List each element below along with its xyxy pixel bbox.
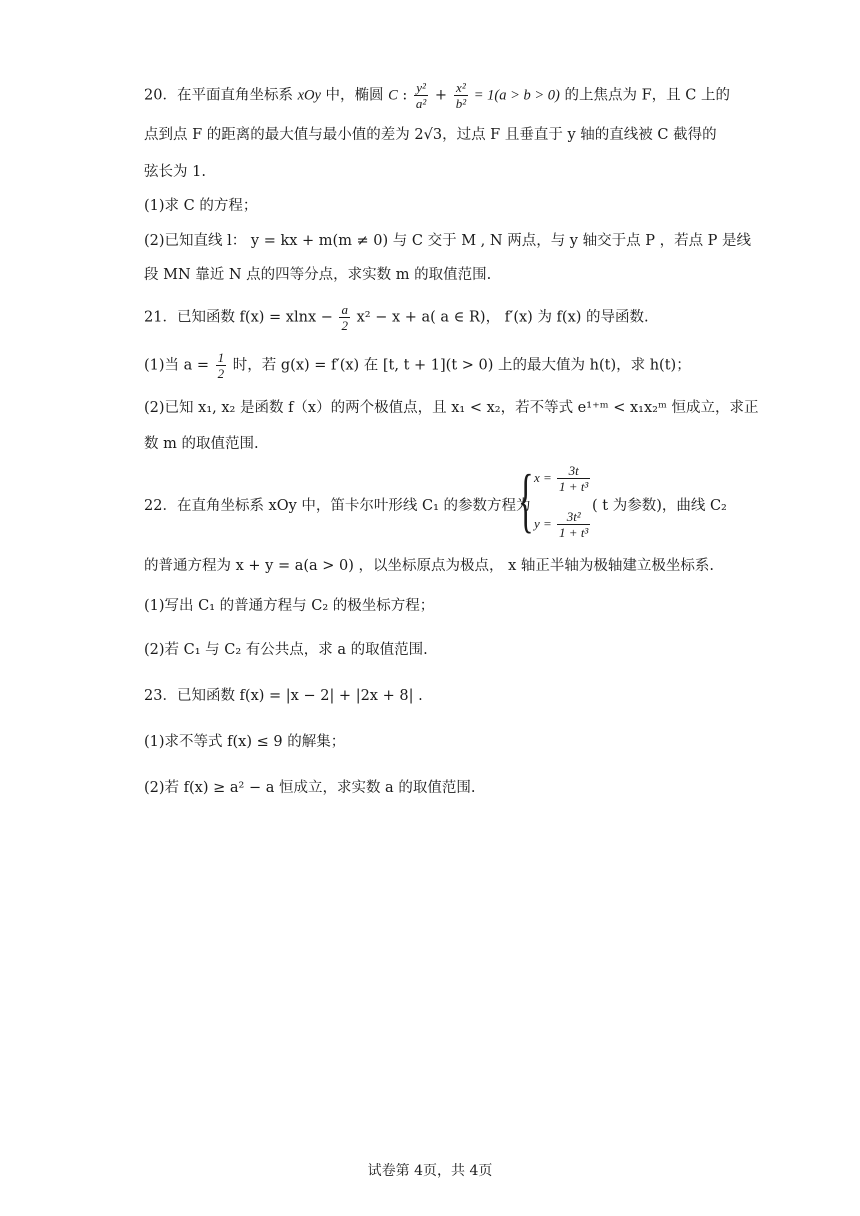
q20-colon: : xyxy=(397,87,412,104)
q22-pre: 22．在直角坐标系 xOy 中，笛卡尔叶形线 C₁ 的参数方程为 xyxy=(144,498,531,514)
q21-part2a: (2)已知 x₁, x₂ 是函数 f（x）的两个极值点，且 x₁ < x₂，若不等式 e¹⁺ᵐ < x₁x₂ᵐ 恒成立，求正 xyxy=(144,400,759,416)
q22-eq1-lhs: x = xyxy=(534,470,556,485)
q21-part1-frac-den: 2 xyxy=(217,366,225,381)
q20-part2b: 段 MN 靠近 N 点的四等分点，求实数 m 的取值范围. xyxy=(144,267,492,283)
q22-eq1-frac xyxy=(557,463,590,494)
page-footer: 试卷第 4页，共 4页 xyxy=(367,1163,493,1179)
q22-line2: 的普通方程为 x + y = a(a > 0) ，以坐标原点为极点， x 轴正半轴为极轴建立极坐标系. xyxy=(144,558,715,574)
q20-intro: 20．在平面直角坐标系 xyxy=(144,87,298,104)
q20-frac-y-num: y² xyxy=(414,80,428,96)
q20-C: C xyxy=(388,87,398,104)
q20-frac-y xyxy=(414,80,428,111)
q21-frac-den: 2 xyxy=(341,318,348,333)
q22-eq1-num: 3t xyxy=(557,463,590,479)
q20-mid: 中，椭圆 xyxy=(320,87,389,104)
q22-eq2-num: 3t² xyxy=(557,509,590,525)
q22-eq2-lhs: y = xyxy=(534,516,556,531)
q23-part2: (2)若 f(x) ≥ a² − a 恒成立，求实数 a 的取值范围. xyxy=(144,780,476,796)
q21-pre: 21．已知函数 f(x) = xlnx − xyxy=(144,309,338,326)
q21-frac xyxy=(339,302,350,333)
q22-eq2-den: 1 + t³ xyxy=(559,525,589,540)
q22-line1 xyxy=(144,496,531,516)
q20-frac-x xyxy=(454,80,468,111)
q22-eq1 xyxy=(534,463,592,494)
q23-line1: 23．已知函数 f(x) = |x − 2| + |2x + 8| . xyxy=(144,688,423,704)
q22-part2: (2)若 C₁ 与 C₂ 有公共点，求 a 的取值范围. xyxy=(144,642,428,658)
q21-line1 xyxy=(144,302,649,333)
q21-frac-num: a xyxy=(341,302,348,317)
q21-part2b: 数 m 的取值范围. xyxy=(144,436,259,452)
q20-frac-x-den: b² xyxy=(455,96,467,111)
q20-plus: + xyxy=(430,87,452,104)
q20-post: 的上焦点为 F，且 C 上的 xyxy=(559,87,730,104)
q20-part2a: (2)已知直线 l： y = kx + m(m ≠ 0) 与 C 交于 M , N 两点，与 y 轴交于点 P ，若点 P 是线 xyxy=(144,233,752,249)
q22-part1: (1)写出 C₁ 的普通方程与 C₂ 的极坐标方程； xyxy=(144,598,435,614)
q22-eq2-frac xyxy=(557,509,590,540)
q20-xoy: xOy xyxy=(297,87,321,104)
q23-part1: (1)求不等式 f(x) ≤ 9 的解集； xyxy=(144,734,346,750)
q20-cond: = 1(a > b > 0) xyxy=(470,87,560,104)
q22-system xyxy=(518,461,598,551)
q22-brace: { xyxy=(518,460,534,540)
q22-eq1-den: 1 + t³ xyxy=(559,479,589,494)
q22-post: ( t 为参数)，曲线 C₂ xyxy=(592,498,727,514)
q20-line2: 点到点 F 的距离的最大值与最小值的差为 2√3，过点 F 且垂直于 y 轴的直线被 C 截得的 xyxy=(144,127,717,143)
q21-part1-post: 时，若 g(x) = f′(x) 在 [t, t + 1](t > 0) 上的最大值为 h(t)，求 h(t)； xyxy=(228,357,691,374)
q20-frac-y-den: a² xyxy=(415,96,427,111)
q20-line1 xyxy=(144,80,730,111)
q20-part1: (1)求 C 的方程； xyxy=(144,198,258,214)
q20-line3: 弦长为 1. xyxy=(144,164,206,180)
q22-eq2 xyxy=(534,509,592,540)
q21-part1 xyxy=(144,350,691,381)
q20-frac-x-num: x² xyxy=(454,80,468,96)
q21-part1-frac-num: 1 xyxy=(217,350,225,365)
q21-part1-frac xyxy=(216,350,227,381)
q21-post: x² − x + a( a ∈ R)， f′(x) 为 f(x) 的导函数. xyxy=(351,309,649,326)
q21-part1-pre: (1)当 a = xyxy=(144,357,214,374)
